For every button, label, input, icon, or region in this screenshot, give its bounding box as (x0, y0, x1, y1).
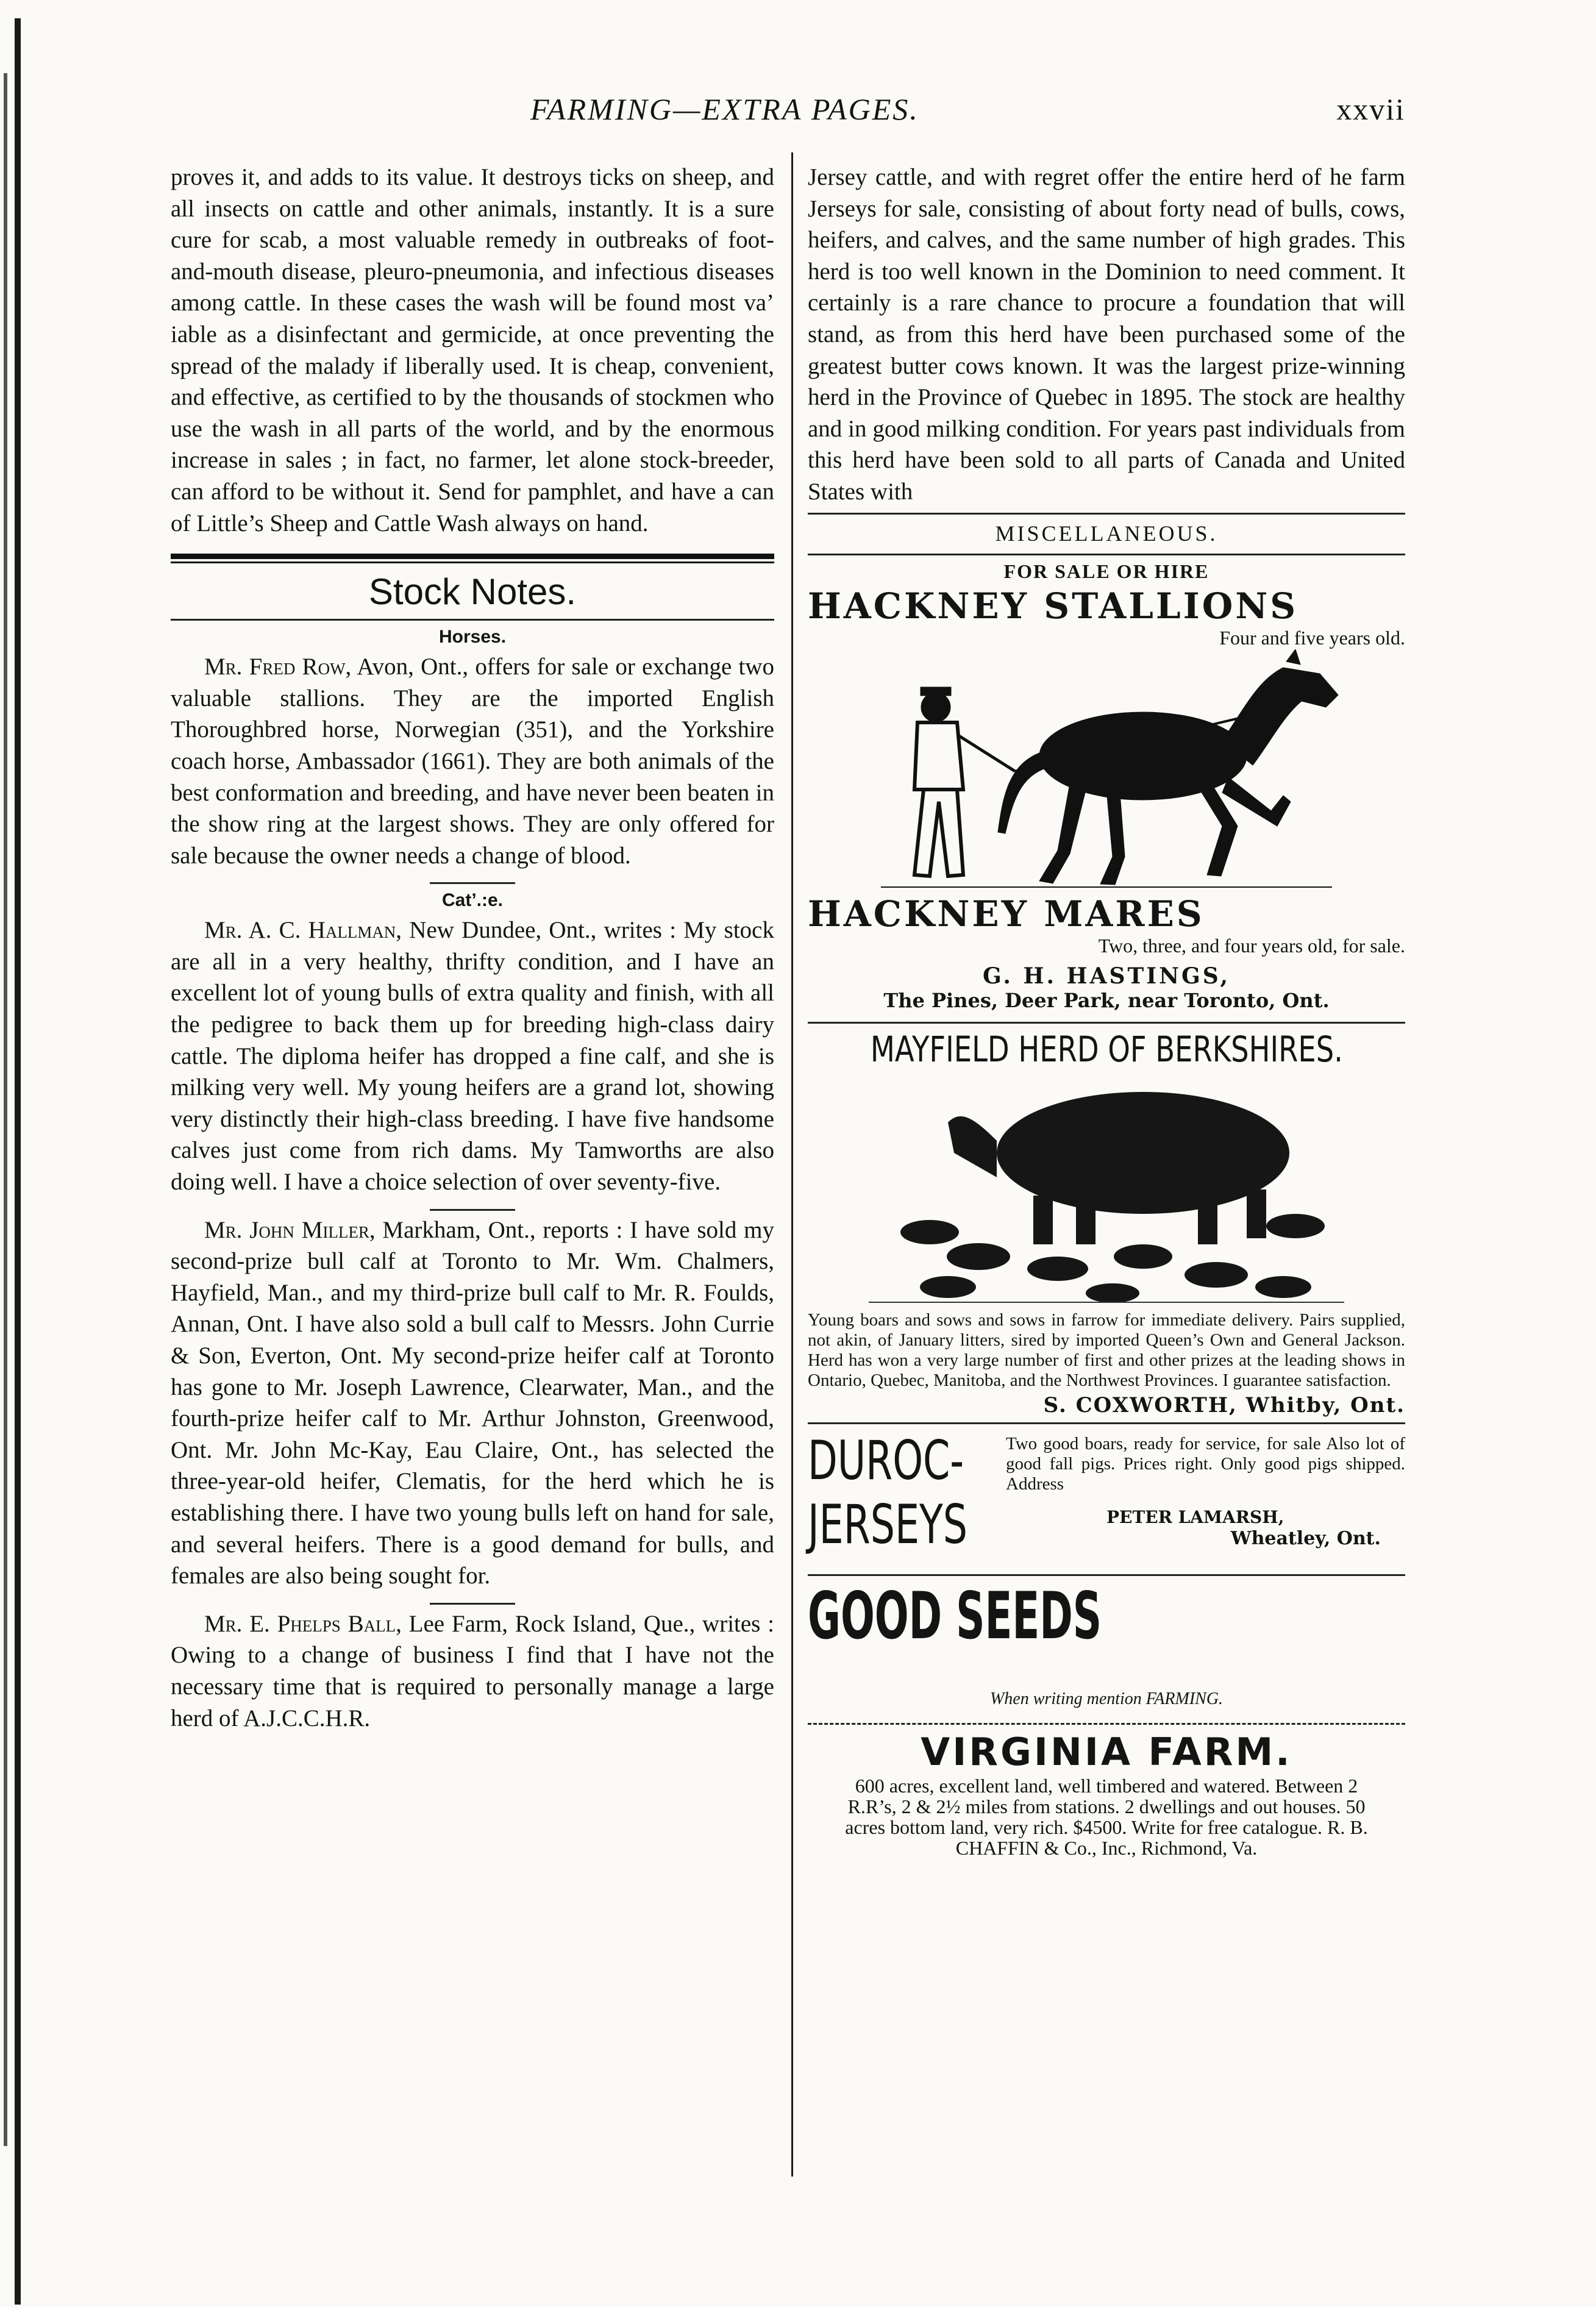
short-rule (430, 882, 515, 884)
row-note (171, 651, 774, 871)
column-divider (791, 152, 793, 2177)
berkshire-ad (808, 1029, 1405, 1417)
ball-name: Mr. E. Phelps Ball, (204, 1610, 402, 1637)
running-title: FARMING—EXTRA PAGES. (530, 92, 919, 126)
cattle-heading: Cat’.:e. (441, 890, 504, 911)
hastings-address: The Pines, Deer Park, near Toronto, Ont. (883, 988, 1330, 1012)
ball-note (171, 1608, 774, 1734)
section-title-rule (171, 619, 774, 621)
lamarsh-address: Wheatley, Ont. (1230, 1527, 1381, 1549)
left-column (171, 162, 774, 1734)
ad-rule (808, 1422, 1405, 1424)
misc-rule (808, 513, 1405, 515)
coxworth-seller: S. COXWORTH, Whitby, Ont. (1043, 1392, 1405, 1417)
virginia-title: VIRGINIA FARM. (921, 1729, 1292, 1774)
hackney-kicker: FOR SALE OR HIRE (1003, 560, 1209, 582)
duroc-text: Two good boars, ready for service, for sale Also lot of good fall pigs. Prices right. Only good pigs shipped. Address (1006, 1433, 1405, 1494)
berkshire-title (808, 1029, 1405, 1070)
row-name: Mr. Fred Row, (204, 654, 352, 680)
virginia-text: 600 acres, excellent land, well timbered and watered. Between 2 R.R’s, 2 & 2½ miles from stations. 2 dwellings and out houses. 50 acres bottom land, very rich. $4500. Write for free catalogue. R. B. CHAFFIN & Co., Inc., Richmond, Va. (845, 1774, 1368, 1859)
stallion-age: Four and five years old. (1219, 626, 1405, 649)
sheep-wash-paragraph: proves it, and adds to its value. It destroys ticks on sheep, and all insects on cattle and other animals, instantly. It is a sure cure for scab, a most valuable remedy in outbreaks of foot-and-mouth disease, pleuro-pneumonia, and infectious diseases among cattle. In these cases the wash will be found most va’ iable as a disinfectant and germicide, at once preventing the spread of the malady if liberally used. It is cheap, convenient, and effective, as certified to by the thousands of stockmen who use the wash in all parts of the world, and by the enormous increase in sales ; in fact, no farmer, let alone stock-breeder, can afford to be without it. Send for pamphlet, and have a can of Little’s Sheep and Cattle Wash always on hand. (171, 164, 774, 537)
miller-name: Mr. John Miller, (204, 1216, 376, 1243)
pig-illustration (857, 1074, 1356, 1305)
seeds-mention: When writing mention FARMING. (989, 1689, 1224, 1708)
section-title: Stock Notes. (368, 571, 577, 613)
ball-text: Lee Farm, Rock Island, Que., writes : Owing to a change of business I find that I have not the necessary time that is required to personally manage a large herd of A.J.C.C.H.R. (171, 1610, 774, 1731)
jersey-paragraph: Jersey cattle, and with regret offer the entire herd of he farm Jerseys for sale, consisting of about forty nead of bulls, cows, heifers, and calves, and the same number of high grades. This herd is too well known in the Dominion to need comment. It certainly is a rare chance to procure a foundation that will stand, as from this herd have been purchased some of the greatest butter cows known. It was the largest prize-winning herd in the Province of Quebec in 1895. The stock are healthy and in good milking condition. For years past individuals from this herd have been sold to all parts of Canada and United States with (808, 164, 1405, 505)
horse-illustration (857, 649, 1356, 893)
misc-rule (808, 554, 1405, 555)
short-rule (430, 1209, 515, 1211)
berkshire-text: Young boars and sows and sows in farrow for immediate delivery. Pairs supplied, not akin, of January litters, sired by imported Queen’s Own and General Jackson. Herd has won a very large number of first and other prizes at the leading shows in Ontario, Quebec, Manitoba, and the Northwest Provinces. I guarantee satisfaction. (808, 1310, 1405, 1390)
section-rule (171, 554, 774, 563)
mares-age: Two, three, and four years old, for sale. (1098, 934, 1405, 957)
miscellaneous-heading: MISCELLANEOUS. (995, 521, 1218, 546)
right-column (808, 162, 1405, 1858)
berkshire-title-text: MAYFIELD HERD OF BERKSHIRES. (870, 1028, 1343, 1070)
duroc-title-2: JERSEYS (808, 1492, 967, 1556)
lamarsh-name: PETER LAMARSH, (1106, 1507, 1284, 1527)
duroc-ad (808, 1429, 1405, 1569)
virginia-ad (808, 1730, 1405, 1858)
binding-edge (0, 0, 18, 2307)
horses-heading: Horses. (438, 627, 507, 647)
hallman-name: Mr. A. C. Hallman, (204, 917, 402, 944)
page-number: xxvii (1336, 92, 1405, 126)
ad-rule (808, 1574, 1405, 1576)
seeds-title: GOOD SEEDS (808, 1578, 1102, 1653)
short-rule (430, 1603, 515, 1605)
duroc-title-1: DUROC- (808, 1428, 964, 1492)
hallman-note (171, 915, 774, 1197)
miller-note (171, 1214, 774, 1592)
hastings-name: G. H. HASTINGS, (982, 963, 1231, 989)
hackney-mares-title: HACKNEY MARES (808, 893, 1205, 935)
hallman-text: New Dundee, Ont., writes : My stock are all in a very healthy, thrifty condition, and I have an excellent lot of young bulls of extra quality and finish, with all the pedigree to back them up for breeding high-class dairy cattle. The diploma heifer has dropped a fine calf, and she is milking very well. My young heifers are a grand lot, showing very distinctly their high-class breeding. I have five handsome calves just come from rich dams. My Tamworths are also doing well. I have a choice selection of over seventy-five. (171, 917, 774, 1196)
miller-text: Markham, Ont., reports : I have sold my second-prize bull calf at Toronto to Mr. Wm. Chalmers, Hayfield, Man., and my third-prize bull calf to Mr. R. Foulds, Annan, Ont. I have also sold a bull calf to Messrs. John Currie & Son, Everton, Ont. My second-prize heifer calf at Toronto has gone to Mr. Joseph Lawrence, Clearwater, Man., and the fourth-prize heifer calf to Mr. Arthur Johnston, Greenwood, Ont. Mr. John Mc-Kay, Eau Claire, Ont., has selected the three-year-old heifer, Clematis, for the herd which he is establishing there. I have two young bulls left on hand for sale, and several heifers. There is a good demand for bulls, and females are also being sought for. (171, 1216, 774, 1589)
page-header (165, 91, 1405, 140)
seeds-ad (808, 1578, 1405, 1712)
hackney-ad (808, 560, 1405, 1012)
hackney-stallions-title: HACKNEY STALLIONS (808, 585, 1299, 627)
row-text: Avon, Ont., offers for sale or exchange two valuable stallions. They are the imported English Thoroughbred horse, Norwegian (351), and the Yorkshire coach horse, Ambassador (1661). They are both animals of the best conformation and breeding, and have never been beaten in the show ring at the largest shows. They are only offered for sale because the owner needs a change of blood. (171, 654, 774, 869)
ad-rule (808, 1723, 1405, 1725)
ad-rule (808, 1022, 1405, 1024)
